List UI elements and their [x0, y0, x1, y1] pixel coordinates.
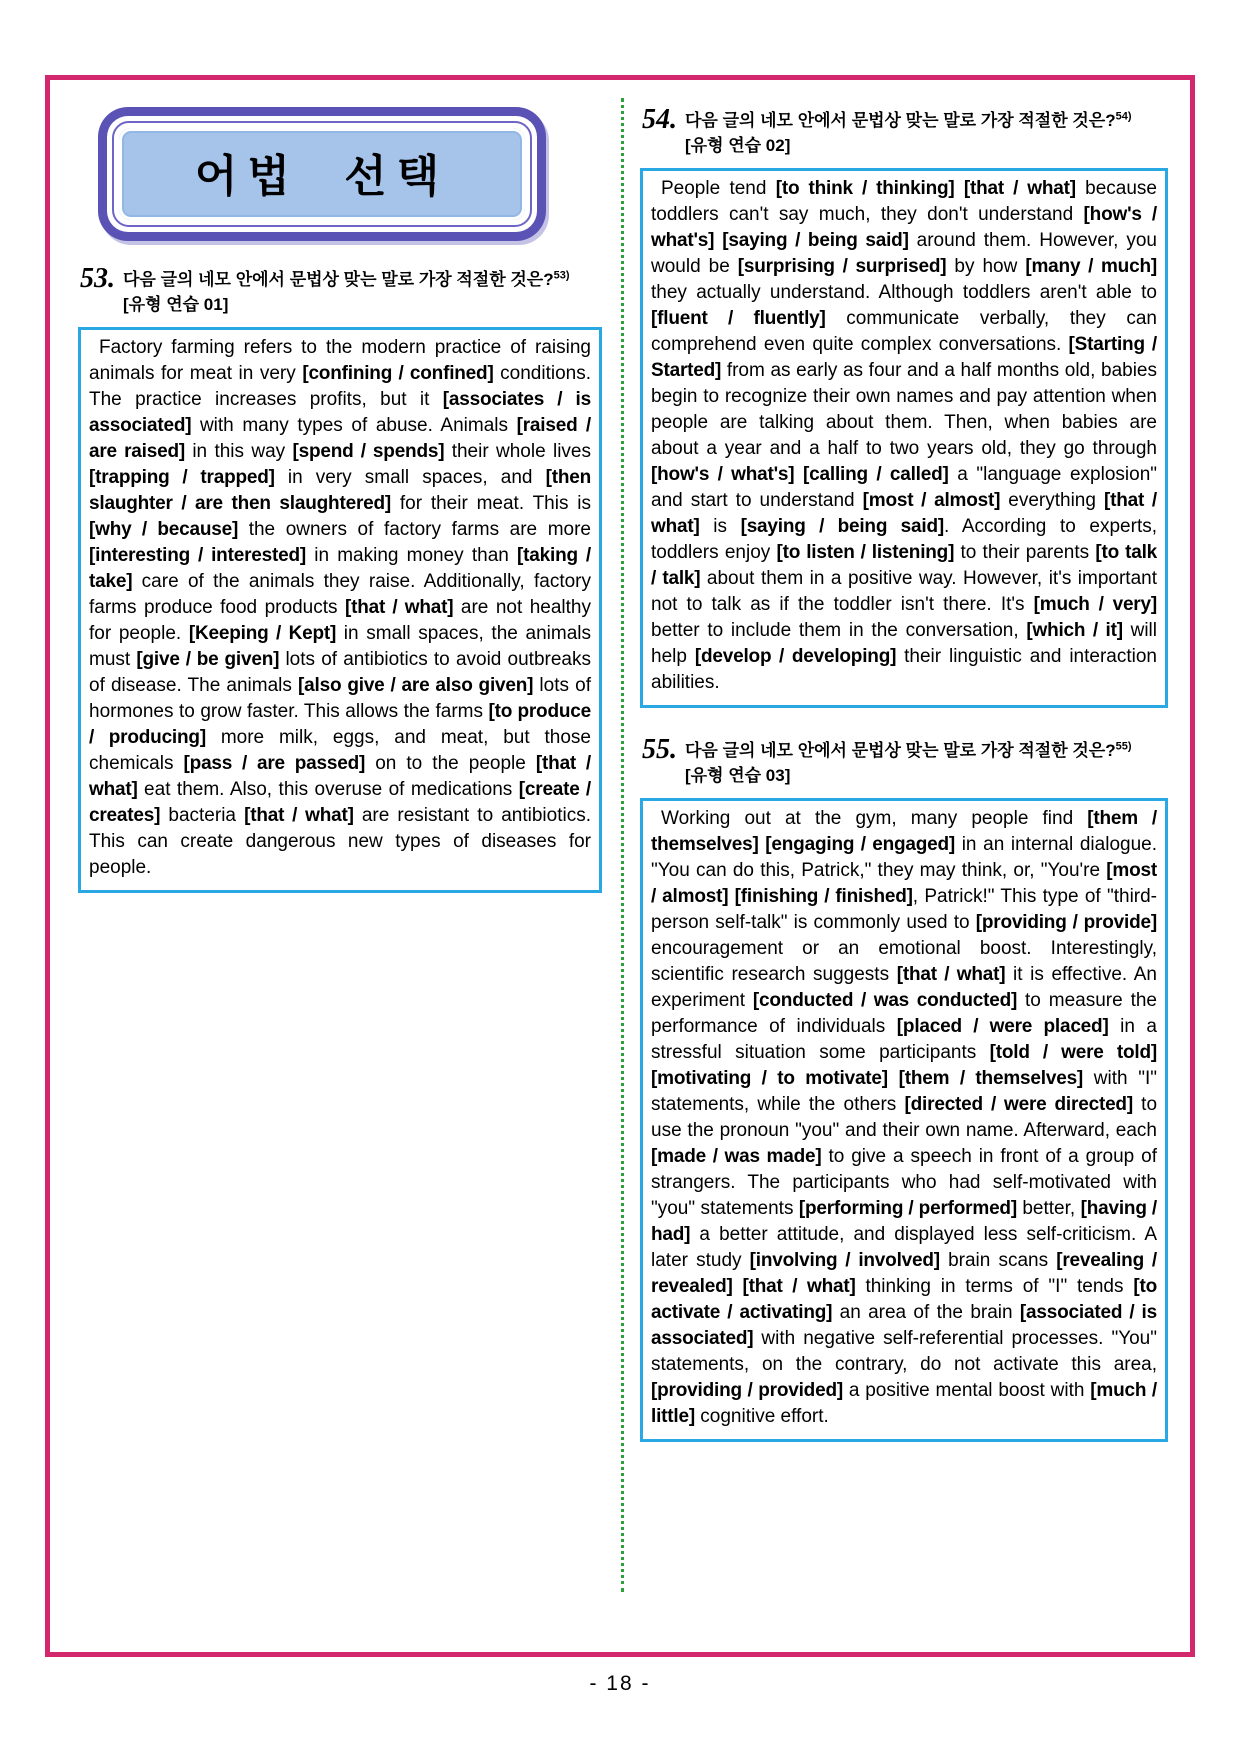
page-number: - 18 - [589, 1672, 651, 1695]
question-54 [640, 104, 1168, 708]
practice-type-tag: [유형 연습 02] [685, 136, 791, 155]
question-prompt [685, 108, 1168, 158]
question-prompt-text: 다음 글의 네모 안에서 문법상 맞는 말로 가장 적절한 것은? [685, 111, 1116, 130]
banner-white-ring [107, 116, 537, 232]
passage-box [640, 168, 1168, 708]
question-number: 54. [642, 104, 677, 135]
passage-text: Working out at the gym, many people find [them / themselves] [engaging / engaged] in an internal dialogue. "You can do this, Patrick," they may think, or, "You're [most / almost] [finishing / finished], Patrick!" This type of "third-person self-talk" is commonly used to [providing / provide] encouragement or an emotional boost. Interestingly, scientific research suggests [that / what] it is effective. An experiment [conducted / was conducted] to measure the performance of individuals [placed / were placed] in a stressful situation some participants [told / were told] [motivating / to motivate] [them / themselves] with "I" statements, while the others [directed / were directed] to use the pronoun "you" and their own name. Afterward, each [made / was made] to give a speech in front of a group of strangers. The participants who had self-motivated with "you" statements [performing / performed] better, [having / had] a better attitude, and displayed less self-criticism. A later study [involving / involved] brain scans [revealing / revealed] [that / what] thinking in terms of "I" tends [to activate / activating] an area of the brain [associated / is associated] with negative self-referential processes. "You" statements, on the contrary, do not activate this area, [providing / provided] a positive mental boost with [much / little] cognitive effort. [651, 808, 1158, 1427]
section-title: 어법 선택 [119, 128, 525, 220]
left-column [78, 95, 602, 893]
practice-type-tag: [유형 연습 01] [123, 295, 229, 314]
passage-box [640, 798, 1168, 1442]
question-55-header [642, 734, 1168, 788]
banner-inner-ring [112, 121, 532, 227]
section-title-banner [98, 107, 546, 241]
question-54-header [642, 104, 1168, 158]
question-53 [78, 263, 602, 893]
question-number: 55. [642, 734, 677, 765]
question-prompt [123, 267, 602, 317]
question-prompt-text: 다음 글의 네모 안에서 문법상 맞는 말로 가장 적절한 것은? [685, 741, 1116, 760]
question-prompt-text: 다음 글의 네모 안에서 문법상 맞는 말로 가장 적절한 것은? [123, 270, 554, 289]
footnote-ref: 55) [1115, 740, 1132, 753]
question-55 [640, 734, 1168, 1442]
passage-box [78, 327, 602, 893]
footnote-ref: 54) [1115, 110, 1132, 123]
question-53-header [80, 263, 602, 317]
practice-type-tag: [유형 연습 03] [685, 766, 791, 785]
question-prompt [685, 738, 1168, 788]
question-number: 53. [80, 263, 115, 294]
footnote-ref: 53) [553, 269, 570, 282]
column-divider [621, 98, 624, 1592]
passage-text: People tend [to think / thinking] [that / what] because toddlers can't say much, they don't understand [how's / what's] [saying / being said] around them. However, you would be [surprising / surprised] by how [many / much] they actually understand. Although toddlers aren't able to [fluent / fluently] communicate verbally, they can comprehend even quite complex conversations. [Starting / Started] from as early as four and a half months old, babies begin to recognize their own names and pay attention when people are talking about them. Then, when babies are about a year and a half to two years old, they go through [how's / what's] [calling / called] a "language explosion" and start to understand [most / almost] everything [that / what] is [saying / being said]. According to experts, toddlers enjoy [to listen / listening] to their parents [to talk / talk] about them in a positive way. However, it's important not to talk as if the toddler isn't there. It's [much / very] better to include them in the conversation, [which / it] will help [develop / developing] their linguistic and interaction abilities. [651, 178, 1158, 693]
right-column [640, 104, 1168, 1442]
passage-text: Factory farming refers to the modern practice of raising animals for meat in very [confining / confined] conditions. The practice increases profits, but it [associates / is associated] with many types of abuse. Animals [raised / are raised] in this way [spend / spends] their whole lives [trapping / trapped] in very small spaces, and [then slaughter / are then slaughtered] for their meat. This is [why / because] the owners of factory farms are more [interesting / interested] in making money than [taking / take] care of the animals they raise. Additionally, factory farms produce food products [that / what] are not healthy for people. [Keeping / Kept] in small spaces, the animals must [give / be given] lots of antibiotics to avoid outbreaks of disease. The animals [also give / are also given] lots of hormones to grow faster. This allows the farms [to produce / producing] more milk, eggs, and meat, but those chemicals [pass / are passed] on to the people [that / what] eat them. Also, this overuse of medications [create / creates] bacteria [that / what] are resistant to antibiotics. This can create dangerous new types of diseases for people. [89, 337, 592, 878]
